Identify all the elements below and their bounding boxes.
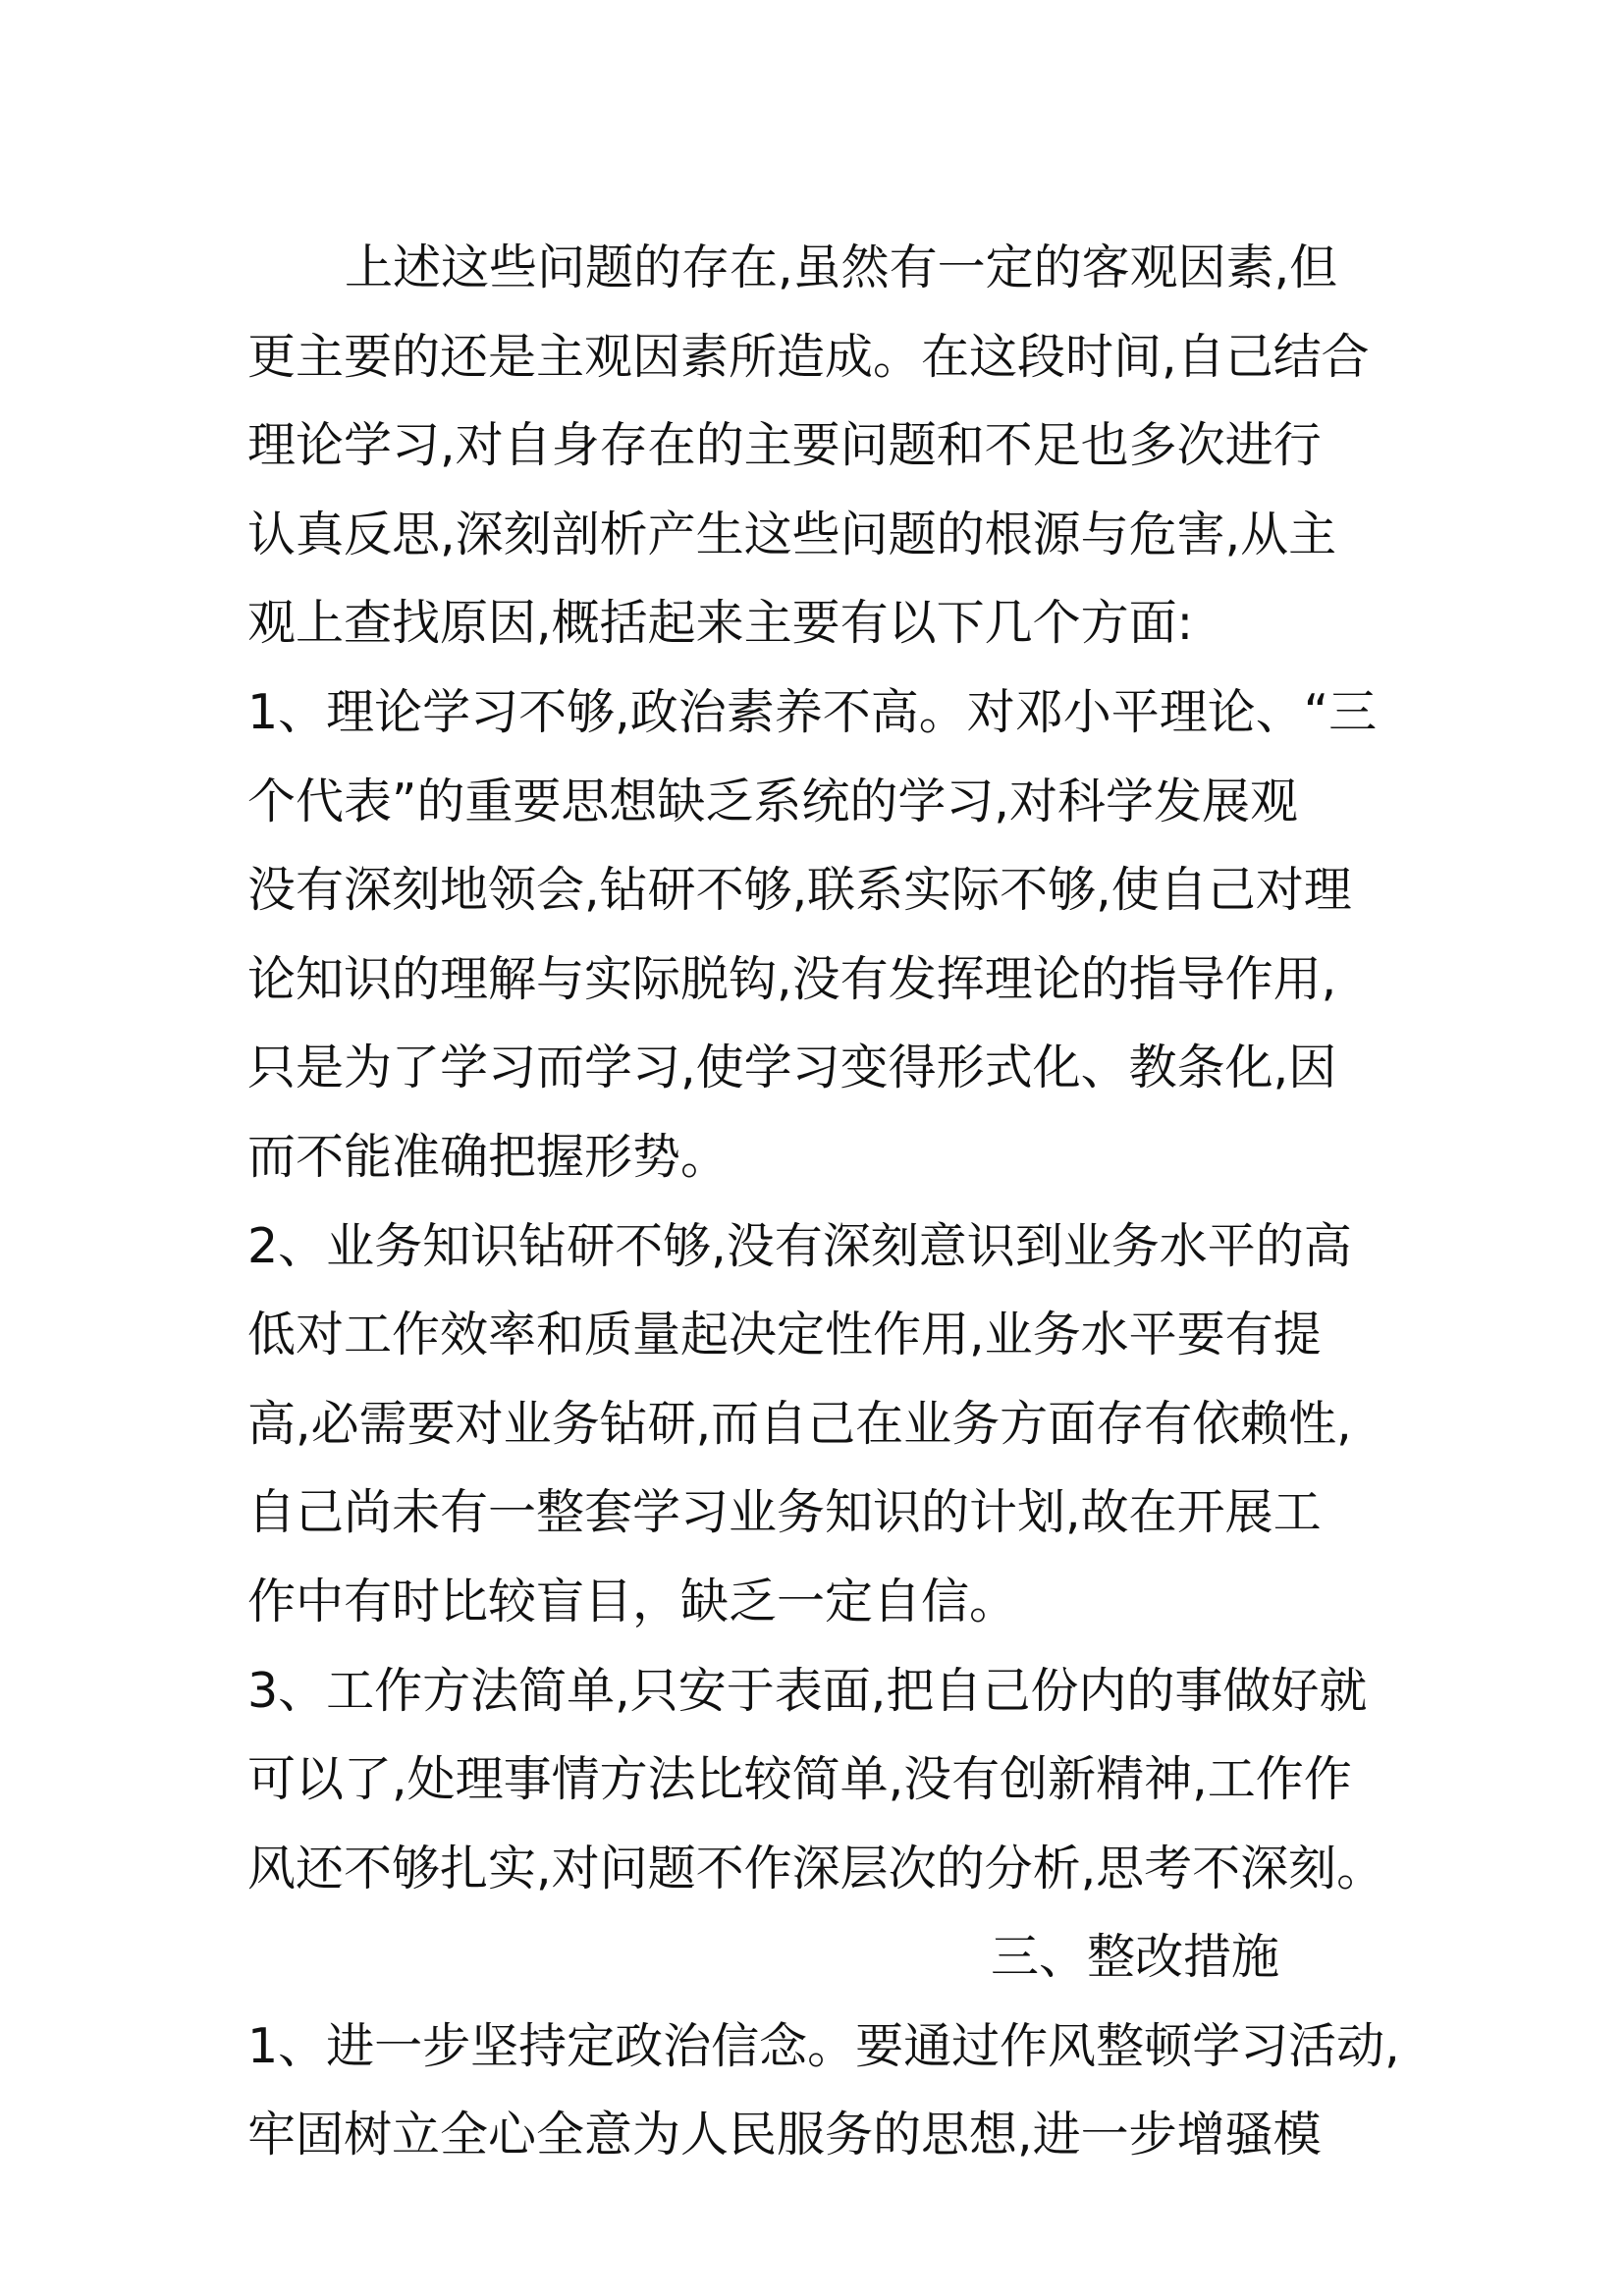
section-heading-rectification-measures: 三、整改措施 — [991, 1929, 1280, 1986]
point-2-line-4: 自己尚未有一整套学习业务知识的计划,故在开展工 — [247, 1484, 1322, 1541]
point-1-line-5: 只是为了学习而学习,使学习变得形式化、教条化,因 — [247, 1040, 1337, 1096]
point-2-line-1: 2、业务知识钻研不够,没有深刻意识到业务水平的高 — [247, 1217, 1352, 1274]
point-1-line-6: 而不能准确把握形势。 — [247, 1128, 730, 1185]
point-1-line-2: 个代表”的重要思想缺乏系统的学习,对科学发展观 — [247, 773, 1298, 829]
point-1-line-3: 没有深刻地领会,钻研不够,联系实际不够,使自己对理 — [247, 862, 1352, 919]
point-1-line-4: 论知识的理解与实际脱钩,没有发挥理论的指导作用, — [247, 950, 1337, 1007]
point-3-line-3: 风还不够扎实,对问题不作深层次的分析,思考不深刻。 — [247, 1840, 1385, 1896]
paragraph-intro-line-1: 上述这些问题的存在,虽然有一定的客观因素,但 — [345, 240, 1338, 295]
point-2-line-5: 作中有时比较盲目，缺乏一定自信。 — [247, 1573, 1018, 1629]
point-1-line-1: 1、理论学习不够,政治素养不高。对邓小平理论、“三 — [247, 683, 1378, 740]
point-2-line-2: 低对工作效率和质量起决定性作用,业务水平要有提 — [247, 1307, 1322, 1363]
point-3-line-2: 可以了,处理事情方法比较简单,没有创新精神,工作作 — [247, 1751, 1352, 1808]
measure-1-line-2: 牢固树立全心全意为人民服务的思想,进一步增骚模 — [247, 2107, 1322, 2163]
document-page — [247, 224, 1400, 2180]
measure-1-line-1: 1、进一步坚持定政治信念。要通过作风整顿学习活动, — [247, 2017, 1400, 2074]
paragraph-intro-line-5: 观上查找原因,概括起来主要有以下几个方面: — [247, 595, 1194, 652]
point-3-line-1: 3、工作方法简单,只安于表面,把自己份内的事做好就 — [247, 1662, 1368, 1719]
paragraph-intro-line-4: 认真反思,深刻剖析产生这些问题的根源与危害,从主 — [247, 506, 1337, 562]
point-2-line-3: 高,必需要对业务钻研,而自己在业务方面存有依赖性, — [247, 1395, 1352, 1452]
paragraph-intro-line-2: 更主要的还是主观因素所造成。在这段时间,自己结合 — [247, 328, 1370, 385]
paragraph-intro-line-3: 理论学习,对自身存在的主要问题和不足也多次进行 — [247, 417, 1322, 474]
